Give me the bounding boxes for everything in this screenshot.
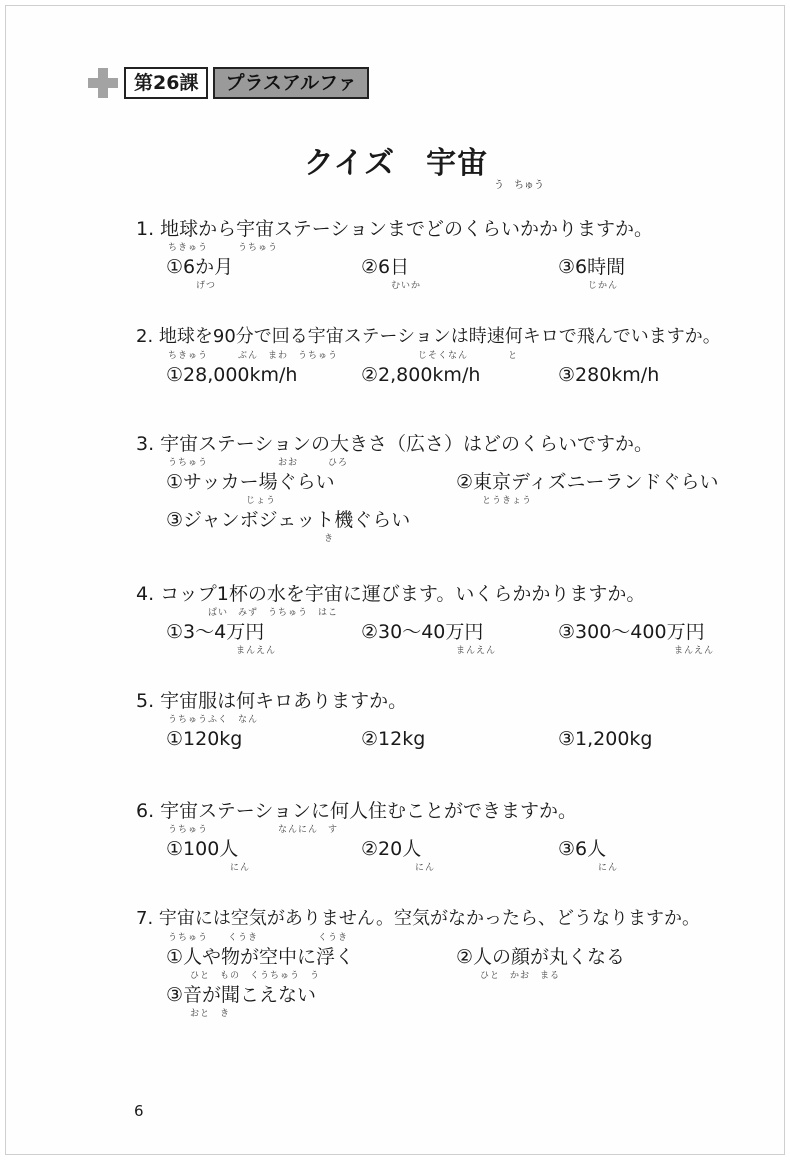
answer-option[interactable] <box>558 726 653 752</box>
answer-options <box>136 254 776 294</box>
question-ruby: ぱい みず うちゅう はこ <box>168 608 339 618</box>
option-label: ②12kg <box>361 728 426 750</box>
option-label: ①100人 <box>166 838 239 860</box>
page-title: クイズ 宇宙 <box>303 146 489 181</box>
option-label: ②東京ディズニーランドぐらい <box>456 471 719 493</box>
option-label: ③ジャンボジェット機ぐらい <box>166 509 411 531</box>
answer-option[interactable] <box>361 254 421 292</box>
question-text: 3. 宇宙ステーションの大きさ（広さ）はどのくらいですか。 <box>136 433 654 455</box>
option-label: ③音が聞こえない <box>166 984 317 1006</box>
option-label: ①28,000km/h <box>166 364 298 386</box>
answer-options <box>136 836 776 876</box>
answer-option[interactable] <box>166 982 316 1020</box>
answer-option[interactable] <box>361 362 480 388</box>
option-ruby: じかん <box>588 281 619 291</box>
option-ruby: にん <box>415 863 436 873</box>
question-ruby: うちゅう くうき くうき <box>168 933 349 943</box>
answer-option[interactable] <box>166 362 297 388</box>
answer-option[interactable] <box>558 362 659 388</box>
question-3 <box>136 431 776 549</box>
option-ruby: ひと もの くうちゅう う <box>190 971 321 981</box>
answer-option[interactable] <box>456 469 719 507</box>
option-ruby: じょう <box>246 496 277 506</box>
question-7 <box>136 906 776 1024</box>
question-1 <box>136 216 776 294</box>
question-text: 1. 地球から宇宙ステーションまでどのくらいかかりますか。 <box>136 218 654 240</box>
answer-option[interactable] <box>558 254 625 292</box>
option-label: ①サッカー場ぐらい <box>166 471 335 493</box>
answer-option[interactable] <box>166 944 354 982</box>
answer-option[interactable] <box>166 619 276 657</box>
answer-option[interactable] <box>166 254 233 292</box>
option-label: ①3～4万円 <box>166 621 265 643</box>
option-label: ②2,800km/h <box>361 364 481 386</box>
plus-icon <box>88 68 118 98</box>
answer-option[interactable] <box>166 726 242 752</box>
option-label: ②6日 <box>361 256 410 278</box>
answer-options <box>136 726 776 766</box>
option-ruby: き <box>324 534 335 544</box>
option-label: ③6人 <box>558 838 607 860</box>
answer-option[interactable] <box>361 619 496 657</box>
option-ruby: にん <box>230 863 251 873</box>
answer-option[interactable] <box>166 836 250 874</box>
question-ruby: うちゅう なんにん す <box>168 825 339 835</box>
question-text: 7. 宇宙には空気がありません。空気がなかったら、どうなりますか。 <box>136 908 700 929</box>
answer-options <box>136 619 776 659</box>
option-label: ①人や物が空中に浮く <box>166 946 355 968</box>
question-text: 6. 宇宙ステーションに何人住むことができますか。 <box>136 800 578 822</box>
option-label: ③280km/h <box>558 364 660 386</box>
question-ruby: ちきゅう ぶん まわ うちゅう じそくなん と <box>168 351 519 361</box>
question-ruby: うちゅうふく なん <box>168 715 259 725</box>
option-ruby: まんえん <box>456 646 497 656</box>
option-label: ③1,200kg <box>558 728 653 750</box>
answer-option[interactable] <box>558 836 618 874</box>
worksheet-page <box>5 5 785 1155</box>
question-6 <box>136 798 776 876</box>
question-4 <box>136 581 776 659</box>
answer-options <box>136 362 776 402</box>
option-label: ②20人 <box>361 838 422 860</box>
option-ruby: とうきょう <box>482 496 533 506</box>
answer-options <box>136 944 776 1024</box>
option-label: ①120kg <box>166 728 243 750</box>
answer-option[interactable] <box>166 469 335 507</box>
title-ruby: う ちゅう <box>494 180 544 191</box>
question-ruby: うちゅう おお ひろ <box>168 458 349 468</box>
question-5 <box>136 688 776 766</box>
option-ruby: まんえん <box>236 646 277 656</box>
question-text: 2. 地球を90分で回る宇宙ステーションは時速何キロで飛んでいますか。 <box>136 326 721 347</box>
option-label: ①6か月 <box>166 256 234 278</box>
answer-option[interactable] <box>456 944 625 982</box>
answer-option[interactable] <box>558 619 714 657</box>
question-text: 4. コップ1杯の水を宇宙に運びます。いくらかかりますか。 <box>136 583 646 605</box>
question-text: 5. 宇宙服は何キロありますか。 <box>136 690 408 712</box>
question-ruby: ちきゅう うちゅう <box>168 243 279 253</box>
answer-options <box>136 469 776 549</box>
option-ruby: おと き <box>190 1009 231 1019</box>
option-label: ②人の顔が丸くなる <box>456 946 626 968</box>
section-label: プラスアルファ <box>213 67 368 99</box>
lesson-number: 第26課 <box>124 67 208 99</box>
option-ruby: むいか <box>391 281 422 291</box>
lesson-header <box>88 66 369 100</box>
question-2 <box>136 324 776 402</box>
option-ruby: まんえん <box>674 646 715 656</box>
page-number: 6 <box>134 1102 144 1120</box>
option-ruby: ひと かお まる <box>480 971 561 981</box>
option-ruby: にん <box>598 863 619 873</box>
option-ruby: げつ <box>196 281 217 291</box>
answer-option[interactable] <box>166 507 410 545</box>
answer-option[interactable] <box>361 726 425 752</box>
option-label: ②30～40万円 <box>361 621 484 643</box>
option-label: ③6時間 <box>558 256 626 278</box>
option-label: ③300～400万円 <box>558 621 705 643</box>
answer-option[interactable] <box>361 836 435 874</box>
